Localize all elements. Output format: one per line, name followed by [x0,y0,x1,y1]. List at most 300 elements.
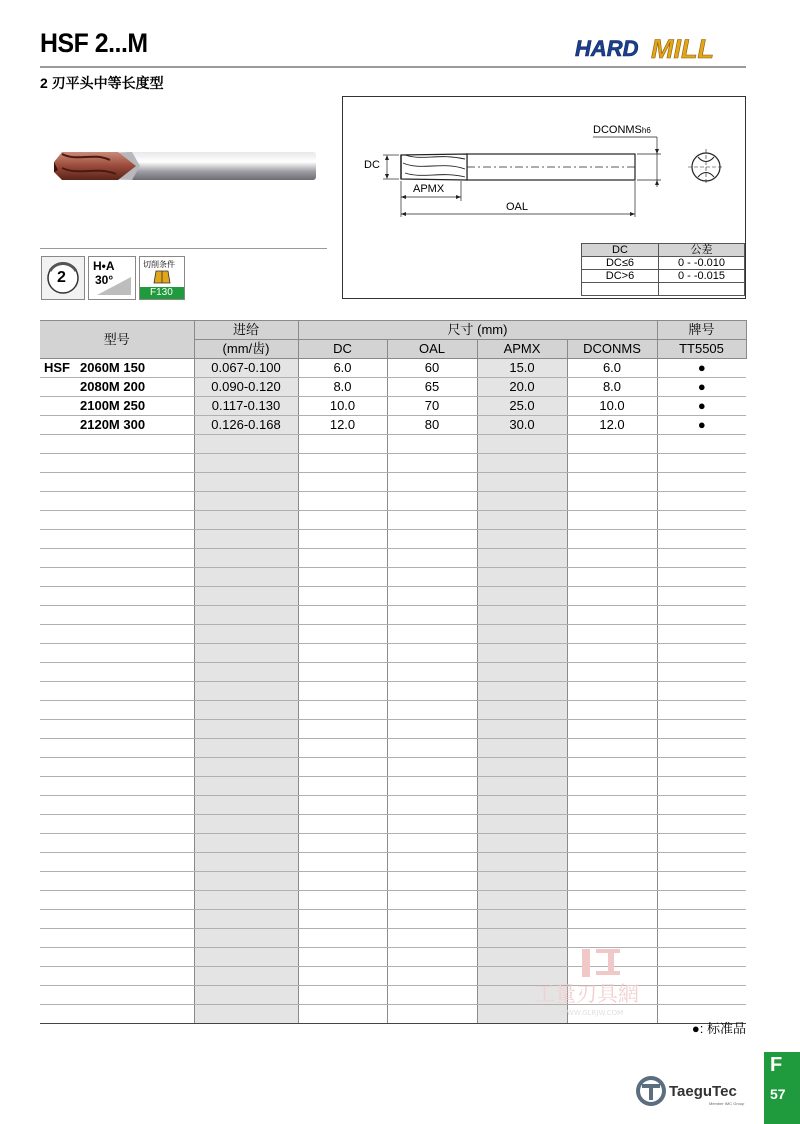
flute-count-icon [41,256,85,300]
oal-cell [387,454,477,473]
series-prefix [40,967,80,986]
dc-cell [298,682,387,701]
hardmill-logo [573,32,748,62]
oal-cell: 65 [387,378,477,397]
dconms-cell: 10.0 [567,397,657,416]
tolerance-cell: DC>6 [582,270,659,283]
feed-cell: 0.067-0.100 [194,359,298,378]
page-number: 57 [770,1086,786,1102]
dc-cell [298,910,387,929]
oal-cell: 80 [387,416,477,435]
feed-cell [194,473,298,492]
apmx-cell [477,872,567,891]
section-letter: F [770,1054,783,1076]
model-cell [80,511,194,530]
dconms-cell [567,796,657,815]
apmx-cell [477,663,567,682]
model-cell [80,910,194,929]
dconms-cell [567,587,657,606]
dconms-label: DCONMSh6 [593,124,651,136]
feed-cell [194,511,298,530]
feed-cell [194,777,298,796]
oal-cell [387,606,477,625]
series-prefix [40,454,80,473]
feed-cell: 0.117-0.130 [194,397,298,416]
series-prefix [40,587,80,606]
table-row [40,606,746,625]
series-prefix [40,777,80,796]
model-cell: 2100M 250 [80,397,194,416]
helix-angle-icon [88,256,136,300]
oal-cell [387,511,477,530]
stock-cell [657,663,746,682]
oal-cell [387,625,477,644]
oal-cell [387,815,477,834]
apmx-cell [477,739,567,758]
dconms-cell [567,682,657,701]
table-row [40,568,746,587]
model-cell [80,853,194,872]
photo-divider [40,248,327,249]
title-divider [40,66,746,68]
model-cell [80,777,194,796]
dc-cell [298,986,387,1005]
tolerance-cell: 0 - -0.010 [659,257,745,270]
tolerance-table [581,243,745,296]
model-cell [80,568,194,587]
dconms-cell: 12.0 [567,416,657,435]
oal-cell [387,1005,477,1024]
feed-cell [194,929,298,948]
model-cell [80,891,194,910]
dconms-cell [567,606,657,625]
stock-cell [657,739,746,758]
table-row [40,530,746,549]
stock-cell: ● [657,359,746,378]
model-header: 型号 [40,321,194,359]
dimension-drawing [343,97,745,247]
series-prefix: HSF [40,359,80,378]
feed-cell [194,739,298,758]
dconms-cell [567,739,657,758]
model-cell: 2120M 300 [80,416,194,435]
dimensions-header: 尺寸 (mm) [298,321,657,340]
tolerance-cell [582,283,659,296]
model-cell [80,644,194,663]
stock-cell [657,473,746,492]
dc-cell [298,435,387,454]
model-cell [80,492,194,511]
feed-cell: 0.126-0.168 [194,416,298,435]
oal-cell [387,473,477,492]
dc-cell [298,1005,387,1024]
series-prefix [40,986,80,1005]
maker-name: TaeguTec [669,1083,737,1100]
feed-cell [194,891,298,910]
series-prefix [40,416,80,435]
maker-tagline: Member IMC Group [709,1101,745,1106]
table-row [40,549,746,568]
table-row [40,910,746,929]
model-cell [80,663,194,682]
watermark-text: 工量刃具網 [534,982,639,1006]
feed-cell [194,454,298,473]
grade-name-header: TT5505 [657,340,746,359]
apmx-cell [477,606,567,625]
dconms-cell [567,853,657,872]
table-row [40,853,746,872]
apmx-cell [477,454,567,473]
apmx-cell [477,644,567,663]
feed-cell [194,568,298,587]
model-cell [80,834,194,853]
stock-cell [657,720,746,739]
model-cell [80,796,194,815]
table-row [40,454,746,473]
series-prefix [40,492,80,511]
series-prefix [40,815,80,834]
dc-cell [298,967,387,986]
table-row [40,872,746,891]
feed-cell [194,682,298,701]
dc-cell [298,625,387,644]
dconms-cell [567,625,657,644]
dc-cell [298,492,387,511]
apmx-cell [477,435,567,454]
stock-cell [657,910,746,929]
dconms-cell [567,910,657,929]
table-row [40,815,746,834]
oal-cell [387,891,477,910]
table-row [40,397,746,416]
feed-cell [194,720,298,739]
feed-cell [194,492,298,511]
dc-cell: 8.0 [298,378,387,397]
end-mill-image [40,140,320,190]
apmx-cell [477,796,567,815]
dconms-cell [567,701,657,720]
dconms-cell [567,815,657,834]
series-prefix [40,378,80,397]
dc-cell [298,929,387,948]
stock-cell [657,758,746,777]
apmx-cell [477,758,567,777]
dconms-cell [567,492,657,511]
model-cell [80,587,194,606]
legend: ●: 标准品 [691,1021,746,1036]
model-cell [80,549,194,568]
table-row [40,473,746,492]
oal-cell [387,701,477,720]
dc-cell [298,853,387,872]
oal-cell [387,435,477,454]
model-cell [80,720,194,739]
series-prefix [40,720,80,739]
model-cell [80,929,194,948]
dc-header: DC [298,340,387,359]
stock-cell: ● [657,378,746,397]
oal-cell [387,796,477,815]
series-prefix [40,473,80,492]
taegutec-logo [635,1072,759,1110]
stock-cell [657,777,746,796]
stock-cell [657,815,746,834]
tolerance-cell [659,283,745,296]
feed-cell [194,549,298,568]
apmx-cell [477,834,567,853]
apmx-cell [477,777,567,796]
model-cell [80,606,194,625]
dconms-cell [567,891,657,910]
stock-cell [657,568,746,587]
series-prefix [40,549,80,568]
oal-cell [387,910,477,929]
page-title: HSF 2...M [40,28,148,58]
feed-cell [194,853,298,872]
oal-cell [387,986,477,1005]
dconms-cell [567,473,657,492]
dconms-cell: 8.0 [567,378,657,397]
feed-cell [194,815,298,834]
dc-cell [298,872,387,891]
apmx-cell: 15.0 [477,359,567,378]
tolerance-cell: DC≤6 [582,257,659,270]
oal-cell [387,720,477,739]
apmx-header: APMX [477,340,567,359]
oal-cell [387,758,477,777]
model-cell [80,948,194,967]
series-prefix [40,663,80,682]
dc-cell [298,758,387,777]
tolerance-header-dc: DC [582,244,659,257]
apmx-cell [477,891,567,910]
feed-cell [194,1005,298,1024]
series-prefix [40,435,80,454]
apmx-cell [477,530,567,549]
dconms-cell [567,758,657,777]
feed-cell [194,587,298,606]
series-prefix [40,701,80,720]
stock-cell [657,853,746,872]
apmx-cell [477,853,567,872]
dc-cell [298,511,387,530]
apmx-cell: 30.0 [477,416,567,435]
model-cell [80,872,194,891]
model-cell [80,758,194,777]
dconms-cell [567,435,657,454]
cutting-condition-label: 切削条件 [143,260,175,269]
series-prefix [40,739,80,758]
series-prefix [40,1005,80,1024]
oal-cell [387,929,477,948]
stock-cell [657,511,746,530]
apmx-cell [477,473,567,492]
dc-cell [298,815,387,834]
dc-cell [298,568,387,587]
stock-cell [657,435,746,454]
cutting-condition-page: F130 [150,287,173,298]
stock-cell [657,587,746,606]
apmx-cell [477,625,567,644]
series-prefix [40,948,80,967]
table-row [40,587,746,606]
stock-cell [657,796,746,815]
model-cell [80,625,194,644]
apmx-cell [477,701,567,720]
table-row [40,359,746,378]
stock-cell: ● [657,416,746,435]
dc-cell [298,587,387,606]
dconms-cell [567,644,657,663]
model-cell: 2080M 200 [80,378,194,397]
feed-cell [194,910,298,929]
table-row [40,796,746,815]
dconms-cell [567,454,657,473]
oal-cell [387,834,477,853]
feed-cell [194,834,298,853]
model-cell [80,530,194,549]
dconms-cell: 6.0 [567,359,657,378]
feed-header: 进给 [194,321,298,340]
apmx-cell [477,720,567,739]
oal-cell [387,948,477,967]
oal-header: OAL [387,340,477,359]
dc-cell [298,663,387,682]
model-cell: 2060M 150 [80,359,194,378]
oal-label: OAL [506,201,529,213]
dconms-header: DCONMS [567,340,657,359]
apmx-cell [477,682,567,701]
feed-cell [194,701,298,720]
table-row [40,492,746,511]
dc-cell: 10.0 [298,397,387,416]
dc-cell [298,891,387,910]
table-row [40,663,746,682]
dc-cell [298,777,387,796]
oal-cell [387,530,477,549]
series-prefix [40,853,80,872]
table-row [40,758,746,777]
feed-cell [194,644,298,663]
dconms-cell [567,568,657,587]
dc-cell [298,644,387,663]
table-row [40,625,746,644]
dc-cell [298,948,387,967]
stock-cell [657,644,746,663]
model-cell [80,435,194,454]
table-row [40,435,746,454]
feed-unit-header: (mm/齿) [194,340,298,359]
series-prefix [40,530,80,549]
cutting-condition-icon[interactable] [139,256,185,300]
helix-label: H•A [93,259,115,273]
apmx-cell [477,815,567,834]
model-cell [80,473,194,492]
apmx-cell: 25.0 [477,397,567,416]
dc-cell [298,739,387,758]
feed-cell [194,530,298,549]
series-prefix [40,568,80,587]
oal-cell [387,568,477,587]
series-prefix [40,511,80,530]
stock-cell [657,454,746,473]
table-row [40,682,746,701]
dconms-cell [567,663,657,682]
dc-cell [298,473,387,492]
feed-cell: 0.090-0.120 [194,378,298,397]
dconms-cell [567,834,657,853]
oal-cell [387,549,477,568]
table-row [40,701,746,720]
dc-cell [298,606,387,625]
stock-cell: ● [657,397,746,416]
helix-angle-value: 30° [95,273,114,287]
feed-cell [194,796,298,815]
oal-cell [387,682,477,701]
series-prefix [40,682,80,701]
model-cell [80,682,194,701]
table-row [40,416,746,435]
apmx-cell [477,549,567,568]
apmx-label: APMX [413,183,445,195]
table-row [40,511,746,530]
dc-cell [298,796,387,815]
stock-cell [657,834,746,853]
dconms-cell [567,777,657,796]
dconms-cell [567,511,657,530]
model-cell [80,701,194,720]
oal-cell: 70 [387,397,477,416]
stock-cell [657,606,746,625]
model-cell [80,739,194,758]
series-prefix [40,872,80,891]
feed-cell [194,663,298,682]
dc-cell [298,530,387,549]
series-prefix [40,606,80,625]
feed-cell [194,606,298,625]
feed-cell [194,625,298,644]
model-cell [80,986,194,1005]
feed-cell [194,872,298,891]
flute-count: 2 [57,269,66,286]
stock-cell [657,701,746,720]
series-prefix [40,644,80,663]
series-prefix [40,929,80,948]
oal-cell [387,853,477,872]
dconms-cell [567,549,657,568]
table-row [40,720,746,739]
dconms-cell [567,872,657,891]
stock-cell [657,530,746,549]
oal-cell [387,663,477,682]
stock-cell [657,891,746,910]
oal-cell [387,587,477,606]
apmx-cell [477,587,567,606]
table-row [40,739,746,758]
tolerance-cell: 0 - -0.015 [659,270,745,283]
tolerance-header-tol: 公差 [659,244,745,257]
stock-cell [657,682,746,701]
apmx-cell [477,910,567,929]
stock-cell [657,872,746,891]
dc-cell: 12.0 [298,416,387,435]
product-table [40,320,747,1024]
dc-label: DC [364,159,380,171]
stock-cell [657,625,746,644]
dc-cell [298,454,387,473]
series-prefix [40,397,80,416]
series-prefix [40,834,80,853]
